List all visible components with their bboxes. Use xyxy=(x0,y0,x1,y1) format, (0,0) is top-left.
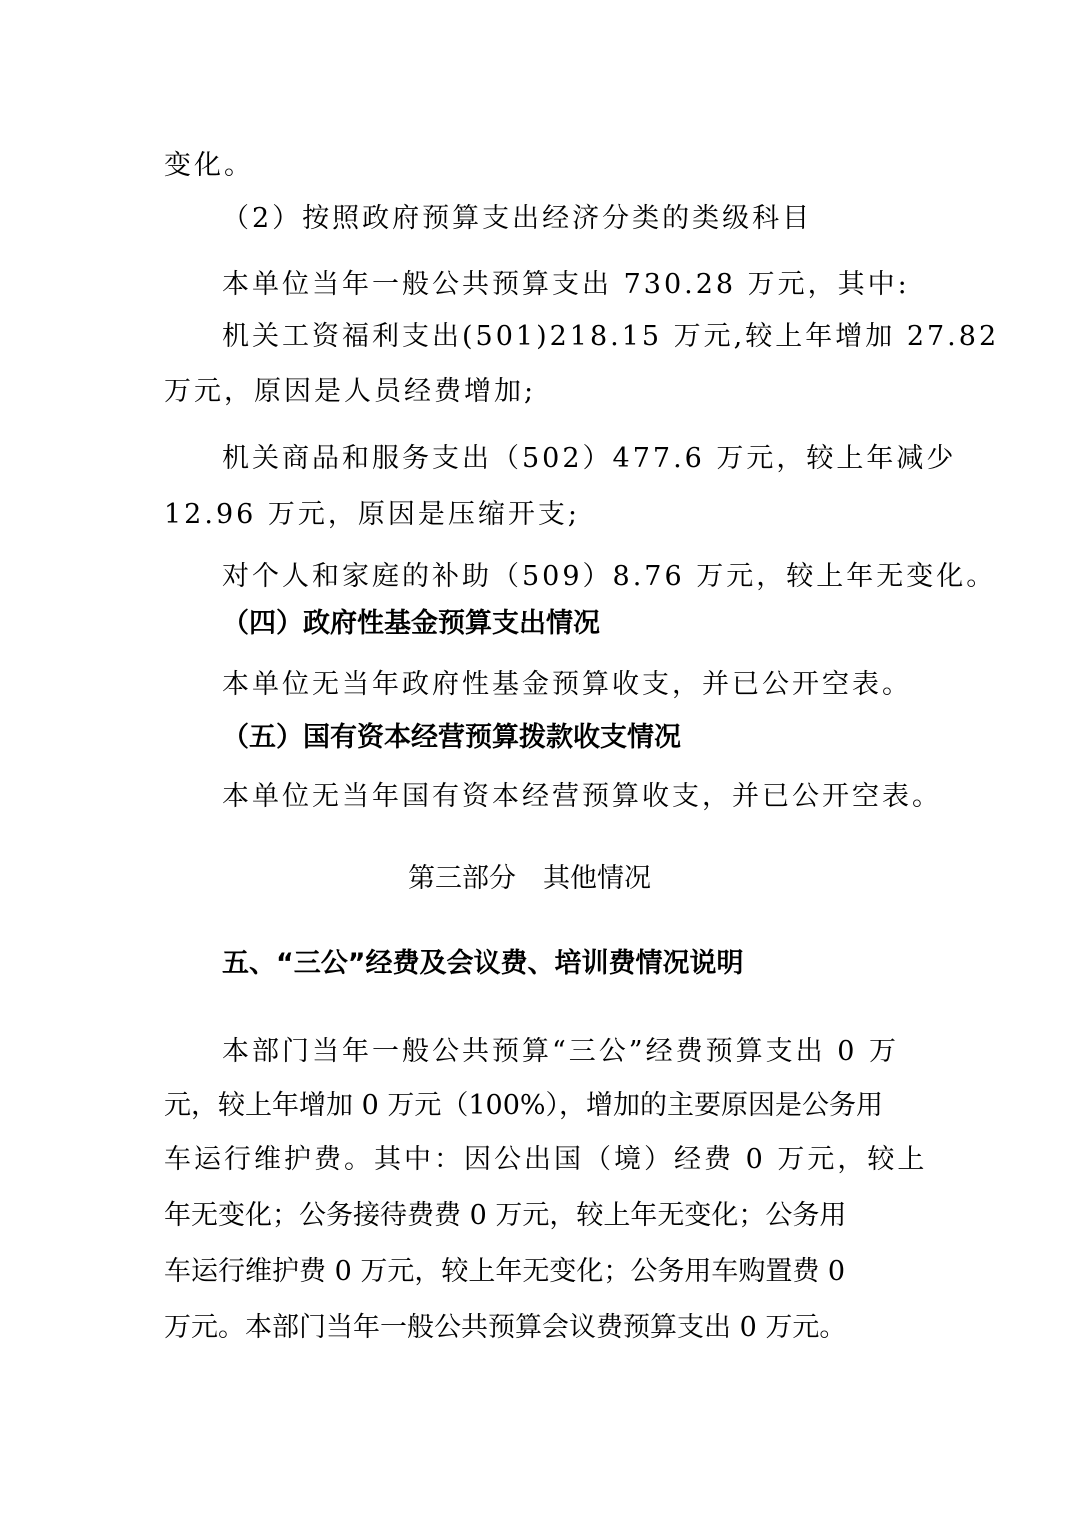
text-line: （2）按照政府预算支出经济分类的类级科目 xyxy=(222,203,813,234)
text-line: 变化。 xyxy=(164,150,254,181)
text-line: 车运行维护费。其中：因公出国（境）经费 0 万元，较上 xyxy=(164,1144,928,1175)
section-heading: （四）政府性基金预算支出情况 xyxy=(222,608,600,639)
text-line: 本单位当年一般公共预算支出 730.28 万元，其中: xyxy=(222,269,910,300)
text-line: 机关工资福利支出(501)218.15 万元,较上年增加 27.82 xyxy=(222,321,1000,352)
text-line: 12.96 万元，原因是压缩开支; xyxy=(164,499,580,530)
text-line: 元，较上年增加 0 万元（100%），增加的主要原因是公务用 xyxy=(164,1090,884,1121)
text-line: 本单位无当年国有资本经营预算收支，并已公开空表。 xyxy=(222,781,942,812)
text-line: 机关商品和服务支出（502）477.6 万元，较上年减少 xyxy=(222,443,957,474)
part-title: 第三部分 其他情况 xyxy=(408,863,651,894)
section-heading: （五）国有资本经营预算拨款收支情况 xyxy=(222,722,681,753)
text-line: 万元。本部门当年一般公共预算会议费预算支出 0 万元。 xyxy=(164,1312,847,1343)
text-line: 对个人和家庭的补助（509）8.76 万元，较上年无变化。 xyxy=(222,561,997,592)
text-line: 年无变化；公务接待费费 0 万元，较上年无变化；公务用 xyxy=(164,1200,847,1231)
text-line: 车运行维护费 0 万元，较上年无变化；公务用车购置费 0 xyxy=(164,1256,846,1287)
text-line: 万元，原因是人员经费增加; xyxy=(164,376,537,407)
text-line: 本单位无当年政府性基金预算收支，并已公开空表。 xyxy=(222,669,912,700)
text-line: 本部门当年一般公共预算“三公”经费预算支出 0 万 xyxy=(222,1036,899,1067)
section-heading: 五、“三公”经费及会议费、培训费情况说明 xyxy=(222,948,744,979)
